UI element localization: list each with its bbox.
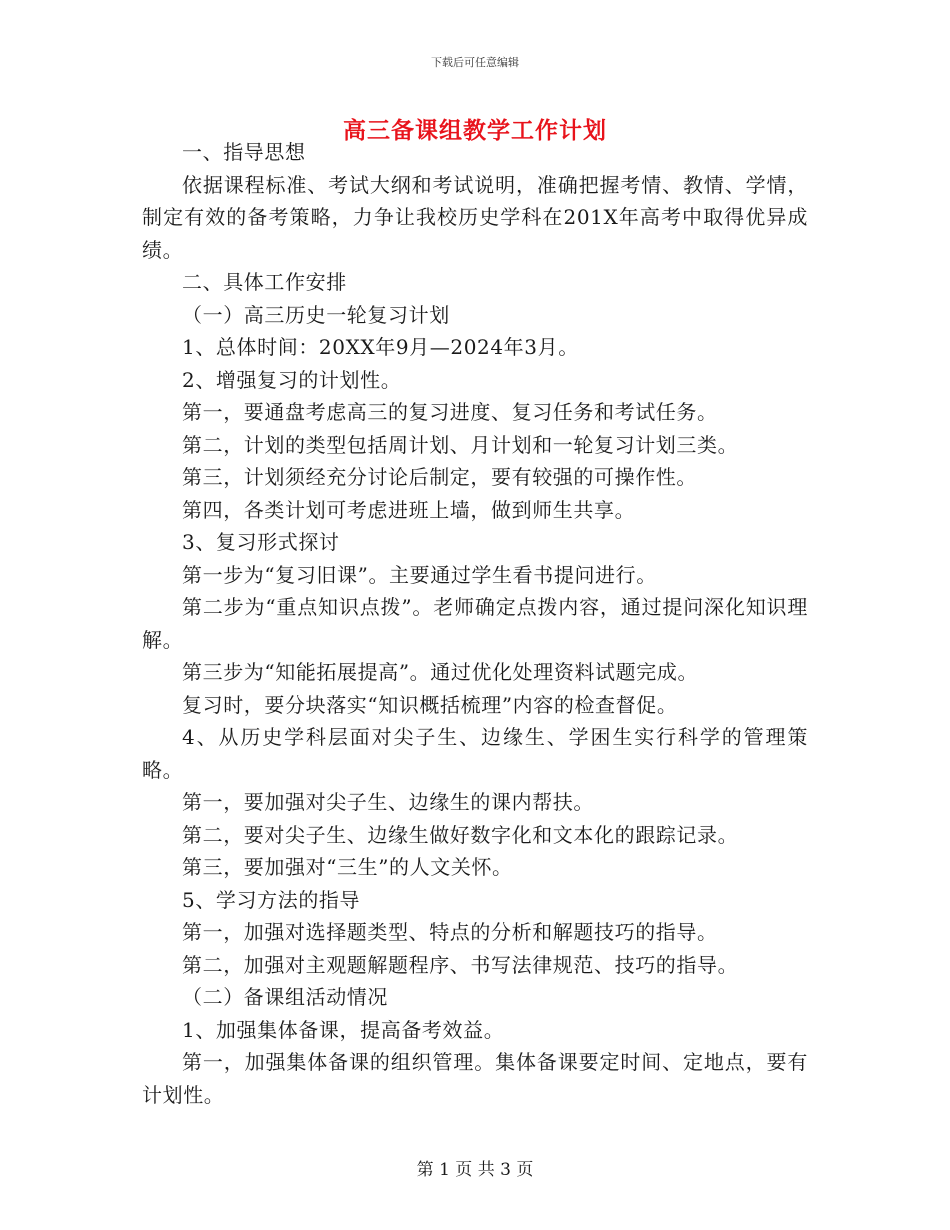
body-paragraph: 2、增强复习的计划性。 (182, 367, 402, 392)
body-paragraph: 1、总体时间：20XX年9月—2024年3月。 (182, 335, 579, 359)
body-paragraph: 第三步为“知能拓展提高”。通过优化处理资料试题完成。 (182, 660, 699, 684)
body-paragraph: 第三，计划须经充分讨论后制定，要有较强的可操作性。 (182, 465, 697, 489)
body-paragraph: 依据课程标准、考试大纲和考试说明，准确把握考情、教情、学情，制定有效的备考策略，力争让我校历史学科在201X年高考中取得优异成绩。 (142, 172, 808, 262)
body-paragraph: 4、从历史学科层面对尖子生、边缘生、学困生实行科学的管理策略。 (142, 725, 808, 782)
body-paragraph: 第二，加强对主观题解题程序、书写法律规范、技巧的指导。 (182, 952, 739, 977)
section-heading: 一、指导思想 (182, 140, 306, 164)
subsection-heading: （二）备课组活动情况 (182, 985, 388, 1009)
header-note: 下载后可任意编辑 (431, 56, 519, 69)
subsection-heading: （一）高三历史一轮复习计划 (182, 302, 450, 327)
body-paragraph: 第二步为“重点知识点拨”。老师确定点拨内容，通过提问深化知识理解。 (142, 595, 808, 652)
body-paragraph: 第四，各类计划可考虑进班上墙，做到师生共享。 (182, 497, 636, 522)
body-paragraph: 第一，要通盘考虑高三的复习进度、复习任务和考试任务。 (182, 400, 718, 424)
body-paragraph: 第二，计划的类型包括周计划、月计划和一轮复习计划三类。 (182, 432, 739, 457)
body-paragraph: 1、加强集体备课，提高备考效益。 (182, 1017, 505, 1042)
section-heading: 二、具体工作安排 (182, 270, 347, 294)
body-paragraph: 第三，要加强对“三生”的人文关怀。 (182, 855, 513, 879)
document-body (142, 136, 808, 1111)
body-paragraph: 第二，要对尖子生、边缘生做好数字化和文本化的跟踪记录。 (182, 822, 739, 847)
document-title: 高三备课组教学工作计划 (343, 117, 607, 144)
body-paragraph: 第一，加强对选择题类型、特点的分析和解题技巧的指导。 (182, 920, 718, 944)
body-paragraph: 3、复习形式探讨 (182, 530, 340, 554)
body-paragraph: 第一，要加强对尖子生、边缘生的课内帮扶。 (182, 790, 594, 814)
body-paragraph: 5、学习方法的指导 (182, 887, 361, 912)
page-footer: 第 1 页 共 3 页 (416, 1160, 534, 1180)
body-paragraph: 第一步为“复习旧课”。主要通过学生看书提问进行。 (182, 562, 657, 587)
body-paragraph: 第一，加强集体备课的组织管理。集体备课要定时间、定地点，要有计划性。 (142, 1050, 808, 1107)
body-paragraph: 复习时，要分块落实“知识概括梳理”内容的检查督促。 (182, 692, 678, 717)
